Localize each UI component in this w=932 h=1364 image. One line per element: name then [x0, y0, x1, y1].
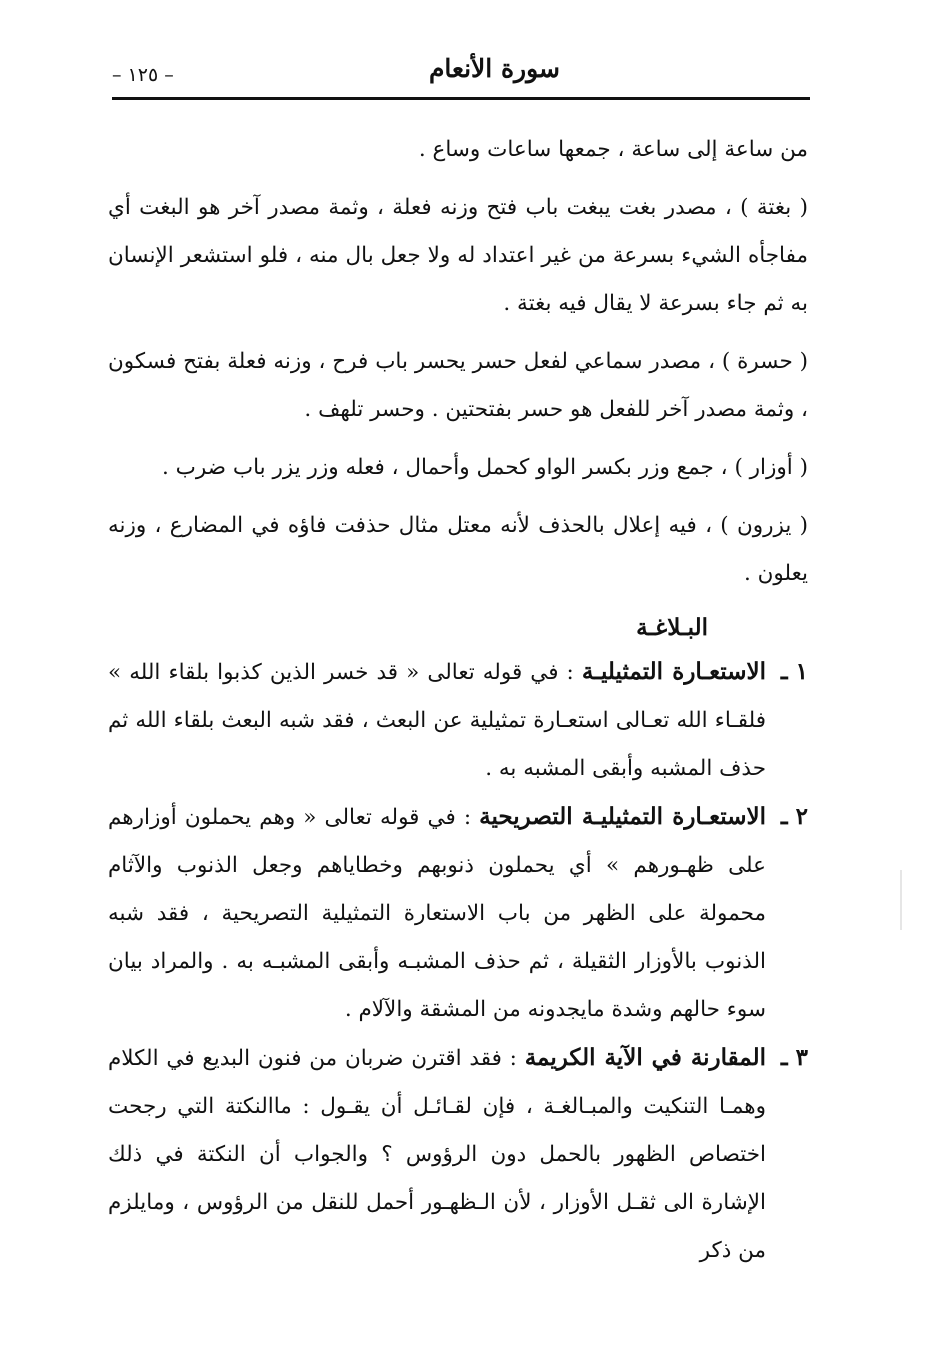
- item-number: ٢ ـ: [780, 803, 808, 830]
- item-text: : في قوله تعالى « قد خسر الذين كذبوا بلقاء الله » فلقـاء الله تعـالى استعـارة تمثيلية عن البعث ، فقد شبه البعث بلقاء الله ثم حذف المشبه وأبقى المشبه به .: [108, 660, 766, 781]
- rhetoric-item-3: [108, 1034, 808, 1275]
- page-number: – ١٢٥ –: [112, 64, 174, 86]
- page-body: [108, 126, 808, 1275]
- item-term: الاستعـارة التمثيليـة التصريحية: [479, 803, 766, 830]
- section-title-balagha: البـلاغـة: [636, 614, 708, 641]
- paragraph-sa-a: من ساعة إلى ساعة ، جمعها ساعات وساع .: [418, 137, 808, 162]
- header-divider: [112, 97, 810, 100]
- paragraph-yazirun: ( يزرون ) ، فيه إعلال بالحذف لأنه معتل مثال حذفت فاؤه في المضارع ، وزنه يعلون .: [108, 513, 808, 586]
- page-header: [112, 50, 810, 96]
- item-term: الاستعـارة التمثيليـة: [581, 658, 766, 685]
- item-term: المقارنة في الآية الكريمة: [524, 1044, 766, 1071]
- paragraph-baghtatan: ( بغتة ) ، مصدر بغت يبغت باب فتح وزنه فعلة ، وثمة مصدر آخر هو البغت أي مفاجأه الشيء بسرعة من غير اعتداد له ولا جعل بال منه ، فلو استشعر الإنسان به ثم جاء بسرعة لا يقال فيه بغتة .: [108, 195, 808, 316]
- paragraph-hasra: ( حسرة ) ، مصدر سماعي لفعل حسر يحسر باب فرح ، وزنه فعلة بفتح فسكون ، وثمة مصدر آخر للفعل هو حسر بفتحتين . وحسر تلهف .: [108, 349, 808, 422]
- item-number: ١ ـ: [780, 658, 808, 685]
- rhetoric-item-1: [108, 648, 808, 793]
- paragraph-awzar: ( أوزار ) ، جمع وزر بكسر الواو كحمل وأحمال ، فعله وزر يزر باب ضرب .: [161, 455, 808, 480]
- page-fold-mark: [900, 870, 902, 930]
- item-text: : في قوله تعالى « وهم يحملون أوزارهم على ظهـورهم » أي يحملون ذنوبهم وخطاياهم وجعل الذنوب والآثام محمولة على الظهر من باب الاستعارة التمثيلية التصريحية ، فقد شبه الذنوب بالأوزار الثقيلة ، ثم حذف المشبـه وأبقى المشبـه به . والمراد بيان سوء حالهم وشدة مايجدونه من المشقة والآلام .: [108, 805, 766, 1022]
- item-number: ٣ ـ: [780, 1044, 808, 1071]
- chapter-title: سورة الأنعام: [428, 54, 560, 83]
- item-text: : فقد اقترن ضربان من فنون البديع في الكلام وهمـا التنكيت والمبـالغـة ، فإن لقـائـل أن يقـول : ماالنكتة التي رجحت اختصاص الظهور بالحمل دون الرؤوس ؟ والجواب أن النكتة في ذلك الإشارة الى ثقـل الأوزار ، لأن الـظهـور أحمل للنقل من الرؤوس ، ومايلزم من ذكر: [108, 1046, 766, 1263]
- rhetoric-item-2: [108, 793, 808, 1034]
